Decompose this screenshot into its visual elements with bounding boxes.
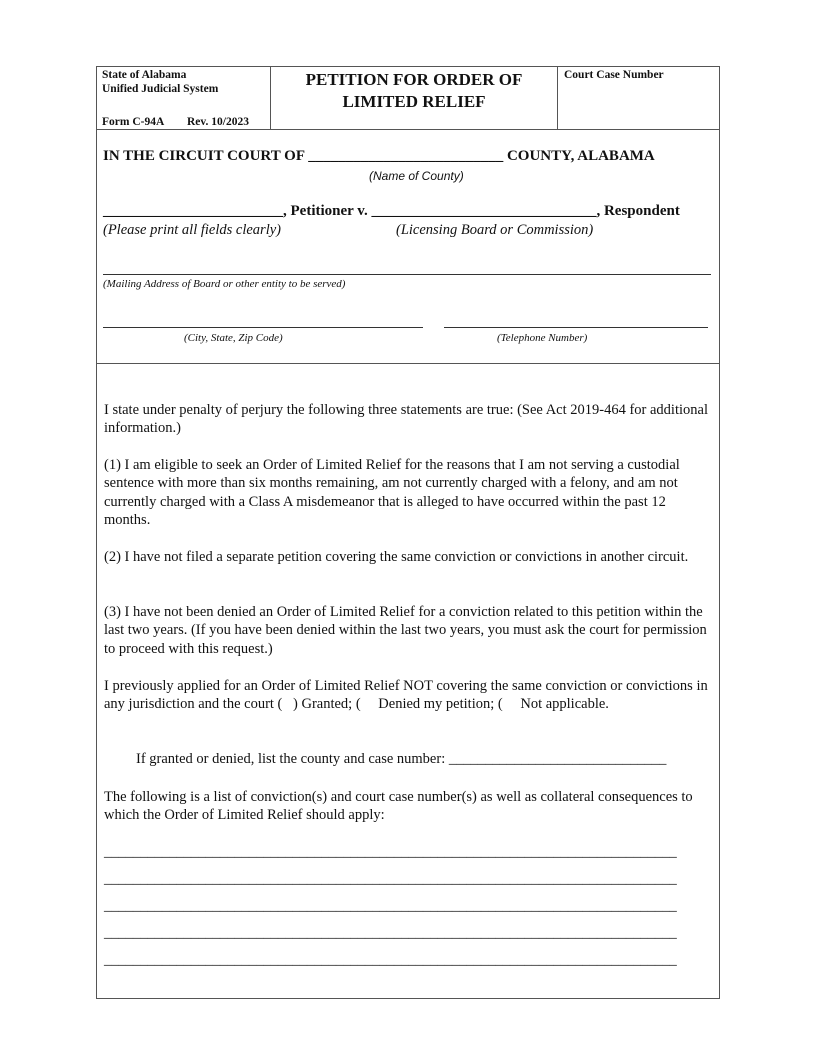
title-line-1: PETITION FOR ORDER OF	[305, 70, 523, 89]
title-line-2: LIMITED RELIEF	[342, 92, 486, 111]
form-revision: Rev. 10/2023	[187, 116, 249, 128]
county-hint: (Name of County)	[369, 169, 464, 183]
conviction-line-3[interactable]: _______________________________________________________________________________	[104, 898, 677, 914]
statement-2	[104, 548, 714, 566]
conviction-list-intro	[104, 788, 714, 825]
respondent-label: , Respondent	[596, 203, 680, 219]
opt-granted: ) Granted; (	[293, 696, 361, 713]
petitioner-label: , Petitioner v.	[283, 203, 368, 219]
court-suffix: COUNTY, ALABAMA	[506, 148, 655, 164]
telephone-field[interactable]	[444, 327, 708, 328]
form-frame	[96, 66, 720, 999]
form-header	[97, 67, 719, 130]
county-field[interactable]: __________________________	[308, 148, 504, 164]
conviction-line-5[interactable]: _______________________________________________________________________________	[104, 952, 677, 968]
city-state-zip-field[interactable]	[103, 327, 423, 328]
list-intro-text: The following is a list of conviction(s) and court case number(s) as well as collateral consequences to which the Order of Limited Relief should apply:	[104, 789, 693, 824]
previous-application	[104, 677, 714, 714]
conviction-line-1[interactable]: _______________________________________________________________________________	[104, 844, 677, 860]
form-number: Form C-94A	[102, 116, 165, 128]
statement-3-text: (3) I have not been denied an Order of Limited Relief for a conviction related to this petition within the last two years. (If you have been denied within the last two years, you must ask the court for permission to proceed with this request.)	[104, 604, 707, 657]
city-hint: (City, State, Zip Code)	[184, 332, 283, 344]
case-number-box[interactable]	[557, 67, 720, 129]
board-hint: (Licensing Board or Commission)	[396, 222, 594, 238]
state-label: State of Alabama	[102, 69, 187, 81]
case-number-label: Court Case Number	[564, 69, 664, 81]
conviction-line-4[interactable]: _______________________________________________________________________________	[104, 925, 677, 941]
granted-denied-case-field[interactable]: If granted or denied, list the county and case number: ______________________________	[136, 751, 667, 767]
respondent-field[interactable]: ______________________________	[371, 203, 597, 219]
conviction-line-2[interactable]: _______________________________________________________________________________	[104, 871, 677, 887]
statement-2-text: (2) I have not filed a separate petition covering the same conviction or convictions in another circuit.	[104, 549, 689, 565]
court-prefix: IN THE CIRCUIT COURT OF	[103, 148, 305, 164]
mailing-hint: (Mailing Address of Board or other entity to be served)	[103, 278, 346, 290]
penalty-statement	[104, 401, 714, 438]
statement-1-text: (1) I am eligible to seek an Order of Limited Relief for the reasons that I am not serving a custodial sentence with more than six months remaining, am not currently charged with a felony, and am not currently charged with a Class A misdemeanor that is alleged to have occurred within the past 12 months.	[104, 457, 680, 528]
parties-line	[103, 203, 680, 220]
intro-text: I state under penalty of perjury the following three statements are true: (See Act 2019-464 for additional information.)	[104, 402, 708, 437]
court-system-box	[97, 67, 271, 129]
prev-intro: I previously applied for an Order of Limited Relief NOT covering the same conviction or convictions in any jurisdiction and the court (	[104, 678, 708, 713]
system-label: Unified Judicial System	[102, 83, 219, 95]
caption-section	[97, 129, 719, 364]
phone-hint: (Telephone Number)	[497, 332, 588, 344]
petitioner-field[interactable]: ________________________	[103, 203, 283, 219]
mailing-address-field[interactable]	[103, 274, 711, 275]
opt-denied: Denied my petition; (	[378, 696, 503, 713]
form-title	[271, 69, 557, 113]
court-line	[103, 148, 655, 165]
statement-1	[104, 456, 714, 529]
print-hint: (Please print all fields clearly)	[103, 222, 281, 238]
statement-3	[104, 603, 714, 658]
opt-na: Not applicable.	[520, 696, 609, 713]
